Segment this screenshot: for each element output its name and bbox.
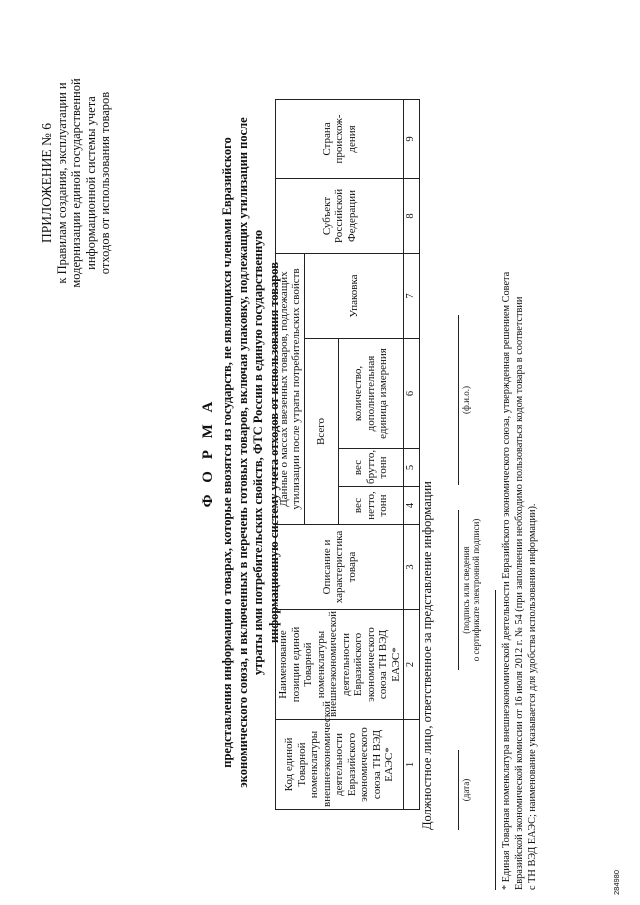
appendix-line: к Правилам создания, эксплуатации и: [54, 82, 69, 284]
subtitle-line: экономического союза, и включенных в перечень готовых товаров, включая упаковку, подлежащих утилизации после: [235, 117, 250, 788]
form-title: Ф О Р М А: [200, 397, 216, 508]
appendix-number: ПРИЛОЖЕНИЕ № 6: [39, 122, 54, 244]
form-subtitle: [220, 70, 282, 835]
footnote-line: * Единая Товарная номенклатура внешнеэкономической деятельности Евразийского экономического союза, утвержденная решением Совета: [501, 271, 512, 890]
column-number: 8: [404, 179, 420, 254]
column-number: 5: [404, 449, 420, 487]
column-number: 7: [404, 254, 420, 339]
header-description: Описание и характеристика товара: [276, 525, 404, 610]
signature-caption: [461, 510, 481, 670]
header-name: Наименование позиции единой Товарной номенклатуры внешнеэкономической деятельности Евразийского экономического союза ТН ВЭД ЕАЭС*: [276, 610, 404, 720]
name-caption: (ф.и.о.): [461, 386, 471, 414]
date-line: [458, 750, 459, 830]
footnote-rule: [495, 590, 496, 890]
appendix-header: [40, 68, 113, 298]
header-total: Всего: [305, 339, 339, 525]
column-number: 2: [404, 610, 420, 720]
column-number: 3: [404, 525, 420, 610]
header-code: Код единой Товарной номенклатуры внешнеэкономической деятельности Евразийского экономического союза ТН ВЭД ЕАЭС*: [276, 720, 404, 810]
report-table: [275, 99, 420, 810]
column-number: 6: [404, 339, 420, 449]
name-line: [458, 315, 459, 485]
column-number: 9: [404, 100, 420, 179]
column-number: 1: [404, 720, 420, 810]
header-subject: Субъект Российской Федерации: [276, 179, 404, 254]
document-id: 284980: [612, 869, 621, 895]
appendix-line: информационной системы учета: [83, 96, 98, 270]
signature-caption-line: о сертификате электронной подписи): [471, 518, 481, 662]
header-package: Упаковка: [305, 254, 404, 339]
header-country: Страна происхож-дения: [276, 100, 404, 179]
subtitle-line: информационную систему учета отходов от использования товаров: [266, 262, 281, 643]
appendix-line: модернизации единой государственной: [69, 78, 83, 288]
header-mass-group: Данные о массах ввезенных товаров, подлежащих утилизации после утраты потребительских свойств: [276, 254, 305, 525]
header-net: вес нетто, тонн: [339, 487, 404, 525]
subtitle-line: утраты ими потребительских свойств, ФТС России в единую государственную: [251, 229, 266, 676]
date-caption: (дата): [461, 778, 471, 802]
footnote: [500, 20, 539, 890]
column-number: 4: [404, 487, 420, 525]
signature-line: [458, 510, 459, 670]
header-gross: вес брутто, тонн: [339, 449, 404, 487]
subtitle-line: представления информации о товарах, которые ввозятся из государств, не являющихся членами Евразийского: [220, 137, 234, 768]
footnote-line: с ТН ВЭД ЕАЭС; наименование указывается для удобства использования информации).: [527, 503, 538, 890]
header-quantity: количество, дополнительная единица измерения: [339, 339, 404, 449]
footnote-line: Евразийской экономической комиссии от 16 июля 2012 г. № 54 (при заполнении необходимо пользоваться кодом товара в соответствии: [514, 296, 525, 890]
official-label: Должностное лицо, ответственное за представление информации: [420, 481, 434, 830]
appendix-line: отходов от использования товаров: [98, 91, 112, 275]
signature-caption-line: (подпись или сведения: [461, 546, 471, 634]
